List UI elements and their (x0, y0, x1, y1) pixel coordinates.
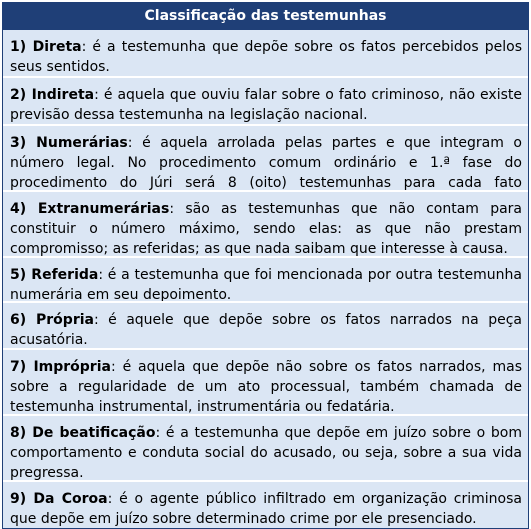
table-row-numerarias (3, 124, 528, 190)
table-row-impropria (3, 348, 528, 414)
term-label: 6) Própria (10, 312, 94, 328)
table-body (3, 30, 528, 528)
table-row-referida (3, 256, 528, 301)
term-definition: : são as testemunhas que não contam para constituir o número máximo, sendo elas: as que não prestam compromisso; as referidas; as que nada saibam que interesse à causa. (10, 201, 522, 256)
term-label: 2) Indireta (10, 87, 95, 103)
term-definition: : é aquela arrolada pelas partes e que integram o número legal. No procedimento comum ordinário e 1.ª fase do procedimento do Júri será 8 (oito) testemunhas para cada fato (10, 135, 523, 190)
term-definition: : é aquela que ouviu falar sobre o fato criminoso, não existe previsão dessa testemunha na legislação nacional. (10, 87, 522, 123)
term-label: 7) Imprópria (10, 359, 111, 375)
term-label: 3) Numerárias (10, 135, 128, 151)
term-definition: : é aquele que depõe sobre os fatos narrados na peça acusatória. (10, 312, 522, 348)
term-definition: : é a testemunha que depõe sobre os fatos percebidos pelos seus sentidos. (10, 39, 522, 75)
table-row-direta (3, 30, 528, 76)
term-label: 1) Direta (10, 39, 82, 55)
term-label: 9) Da Coroa (10, 491, 108, 507)
term-definition: : é a testemunha que foi mencionada por outra testemunha numerária em seu depoimento. (10, 267, 522, 301)
term-label: 5) Referida (10, 267, 99, 283)
table-title: Classificação das testemunhas (3, 3, 528, 30)
table-row-extranumerarias (3, 190, 528, 256)
term-label: 8) De beatificação (10, 425, 156, 441)
classification-table (2, 2, 529, 529)
table-row-da-coroa (3, 480, 528, 528)
term-definition: : é o agente público infiltrado em organização criminosa que depõe em juízo sobre determinado crime por ele presenciado. (10, 491, 522, 527)
term-definition: : é aquela que depõe não sobre os fatos narrados, mas sobre a regularidade de um ato processual, também chamada de testemunha instrumental, instrumentária ou fedatária. (10, 359, 522, 414)
table-row-indireta (3, 76, 528, 124)
table-row-de-beatificacao (3, 414, 528, 480)
term-label: 4) Extranumerárias (10, 201, 170, 217)
table-row-propria (3, 301, 528, 348)
term-definition: : é a testemunha que depõe em juízo sobre o bom comportamento e conduta social do acusado, ou seja, sobre a sua vida pregressa. (10, 425, 522, 480)
